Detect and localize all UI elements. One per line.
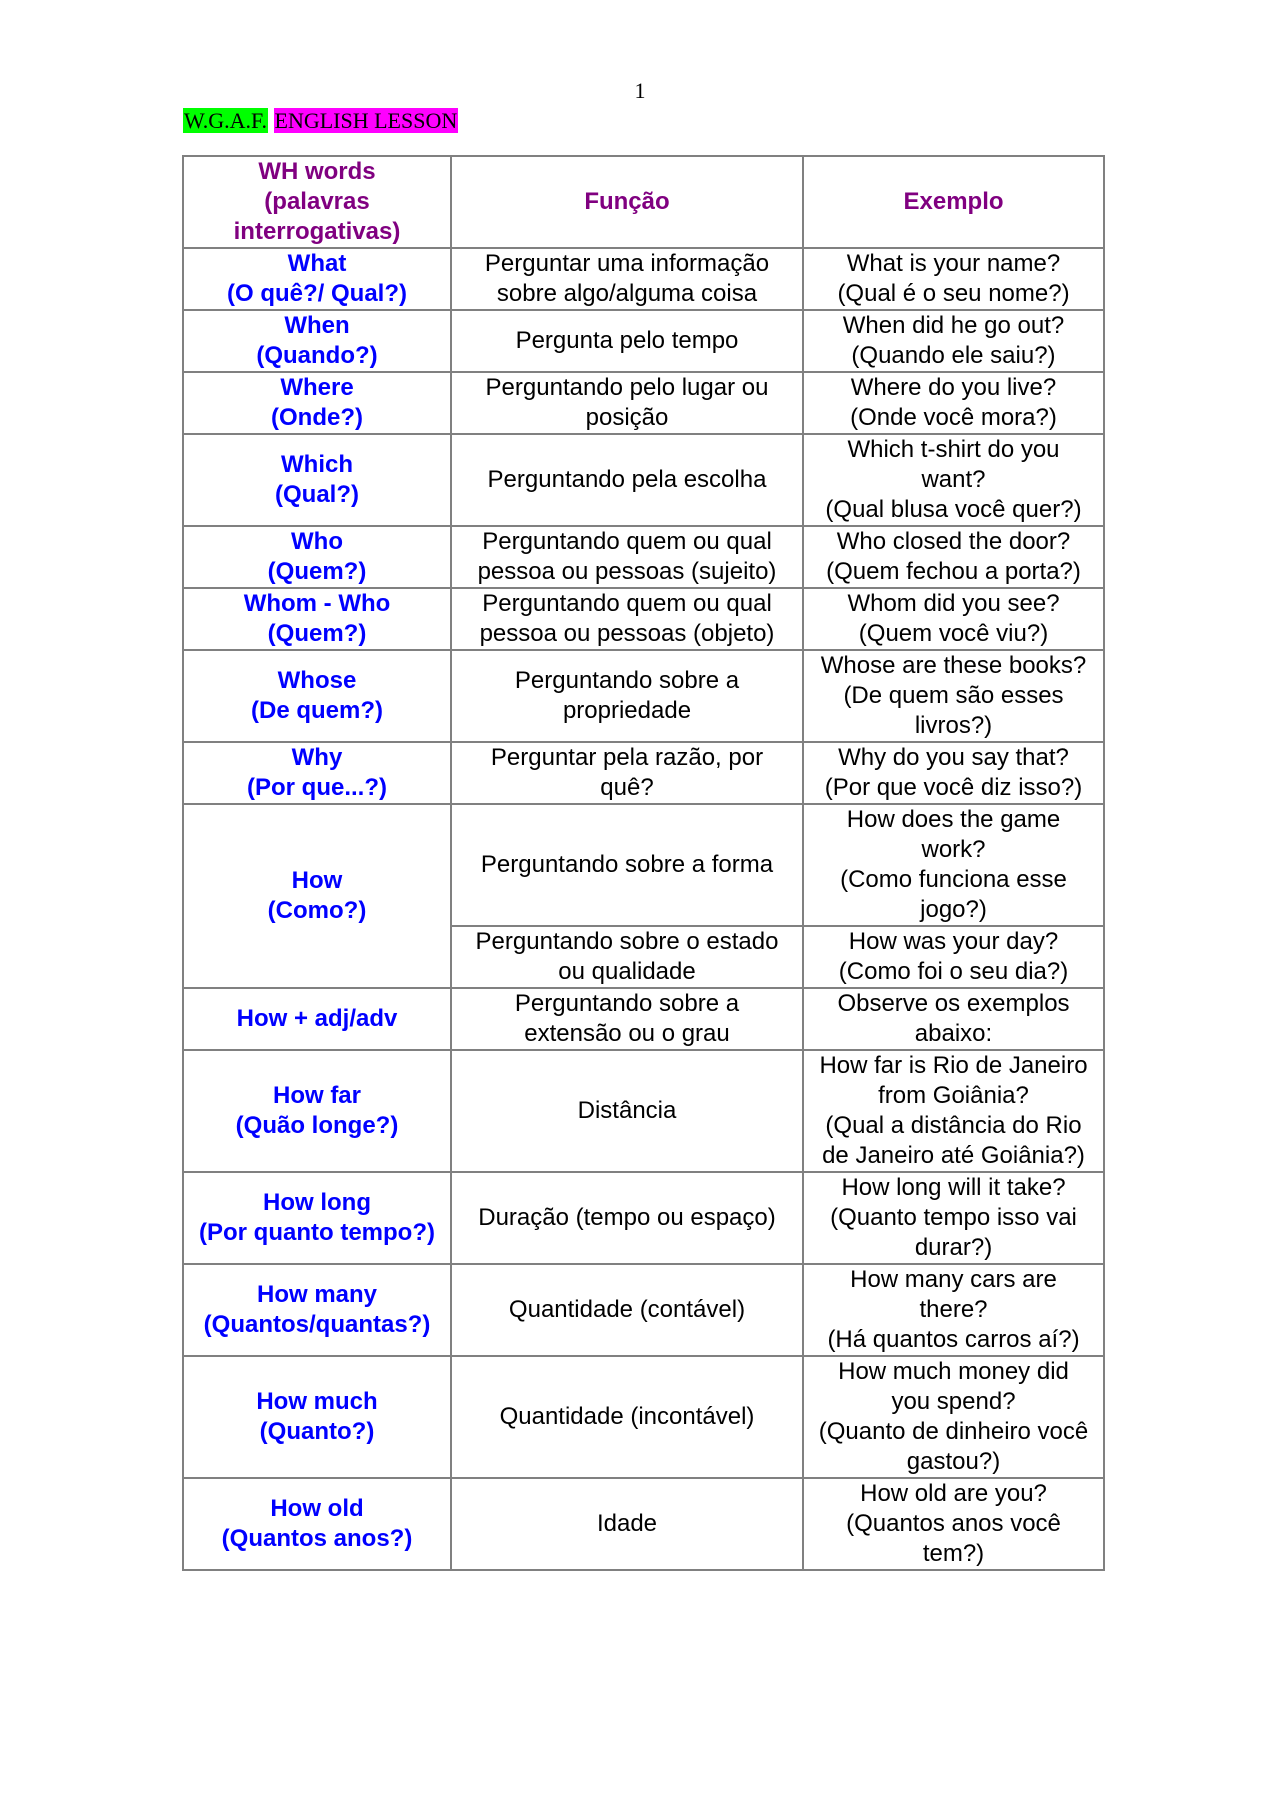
table-row-how-far — [183, 1050, 1104, 1172]
example-cell: When did he go out? (Quando ele saiu?) — [803, 310, 1104, 372]
table-row-whom — [183, 588, 1104, 650]
table-row-how-much — [183, 1356, 1104, 1478]
table-row-why — [183, 742, 1104, 804]
wh-word-cell: When (Quando?) — [183, 310, 451, 372]
function-cell: Quantidade (contável) — [451, 1264, 803, 1356]
example-cell: How was your day? (Como foi o seu dia?) — [803, 926, 1104, 988]
wh-word-cell: Where (Onde?) — [183, 372, 451, 434]
brand-label: W.G.A.F. — [184, 108, 267, 133]
wh-word-cell: Whom - Who (Quem?) — [183, 588, 451, 650]
example-cell: Who closed the door? (Quem fechou a porta?) — [803, 526, 1104, 588]
function-cell: Pergunta pelo tempo — [451, 310, 803, 372]
example-cell: Where do you live? (Onde você mora?) — [803, 372, 1104, 434]
table-row-whose — [183, 650, 1104, 742]
wh-word-cell: Who (Quem?) — [183, 526, 451, 588]
lesson-title — [183, 106, 458, 136]
wh-word-cell: How long (Por quanto tempo?) — [183, 1172, 451, 1264]
function-cell: Perguntando sobre a extensão ou o grau — [451, 988, 803, 1050]
table-row-how-old — [183, 1478, 1104, 1570]
table-row-how-many — [183, 1264, 1104, 1356]
table-row-where — [183, 372, 1104, 434]
function-cell: Perguntando sobre a propriedade — [451, 650, 803, 742]
page-number: 1 — [634, 78, 646, 103]
table-row-what — [183, 248, 1104, 310]
example-cell: Whose are these books? (De quem são esses livros?) — [803, 650, 1104, 742]
example-cell: How much money did you spend? (Quanto de dinheiro você gastou?) — [803, 1356, 1104, 1478]
function-cell: Perguntando sobre a forma — [451, 804, 803, 926]
example-cell: What is your name? (Qual é o seu nome?) — [803, 248, 1104, 310]
wh-word-cell: What (O quê?/ Qual?) — [183, 248, 451, 310]
example-cell: How does the game work? (Como funciona esse jogo?) — [803, 804, 1104, 926]
table-row-which — [183, 434, 1104, 526]
example-cell: Why do you say that? (Por que você diz isso?) — [803, 742, 1104, 804]
function-cell: Distância — [451, 1050, 803, 1172]
wh-word-cell: How old (Quantos anos?) — [183, 1478, 451, 1570]
wh-word-cell: How many (Quantos/quantas?) — [183, 1264, 451, 1356]
wh-word-cell: Whose (De quem?) — [183, 650, 451, 742]
function-cell: Perguntando sobre o estado ou qualidade — [451, 926, 803, 988]
example-cell: How old are you? (Quantos anos você tem?) — [803, 1478, 1104, 1570]
function-cell: Idade — [451, 1478, 803, 1570]
function-cell: Perguntando pelo lugar ou posição — [451, 372, 803, 434]
table-row-when — [183, 310, 1104, 372]
header-wh-words: WH words (palavras interrogativas) — [183, 156, 451, 248]
wh-word-cell: Why (Por que...?) — [183, 742, 451, 804]
table-row-how-adj — [183, 988, 1104, 1050]
wh-words-table — [182, 155, 1105, 1571]
example-cell: How many cars are there? (Há quantos carros aí?) — [803, 1264, 1104, 1356]
function-cell: Perguntando pela escolha — [451, 434, 803, 526]
wh-word-cell: Which (Qual?) — [183, 434, 451, 526]
wh-word-cell: How far (Quão longe?) — [183, 1050, 451, 1172]
wh-word-cell: How + adj/adv — [183, 988, 451, 1050]
lesson-heading: ENGLISH LESSON — [274, 108, 458, 133]
table-row-who — [183, 526, 1104, 588]
function-cell: Quantidade (incontável) — [451, 1356, 803, 1478]
wh-word-cell: How much (Quanto?) — [183, 1356, 451, 1478]
example-cell: Whom did you see? (Quem você viu?) — [803, 588, 1104, 650]
table-row-how-long — [183, 1172, 1104, 1264]
function-cell: Duração (tempo ou espaço) — [451, 1172, 803, 1264]
function-cell: Perguntando quem ou qual pessoa ou pessoas (sujeito) — [451, 526, 803, 588]
header-exemplo: Exemplo — [803, 156, 1104, 248]
table-header-row — [183, 156, 1104, 248]
example-cell: Observe os exemplos abaixo: — [803, 988, 1104, 1050]
table-row-how-form — [183, 804, 1104, 926]
example-cell: How far is Rio de Janeiro from Goiânia? (Qual a distância do Rio de Janeiro até Goiânia?) — [803, 1050, 1104, 1172]
function-cell: Perguntar pela razão, por quê? — [451, 742, 803, 804]
example-cell: Which t-shirt do you want? (Qual blusa você quer?) — [803, 434, 1104, 526]
header-funcao: Função — [451, 156, 803, 248]
wh-word-cell: How (Como?) — [183, 804, 451, 988]
function-cell: Perguntar uma informação sobre algo/alguma coisa — [451, 248, 803, 310]
function-cell: Perguntando quem ou qual pessoa ou pessoas (objeto) — [451, 588, 803, 650]
example-cell: How long will it take? (Quanto tempo isso vai durar?) — [803, 1172, 1104, 1264]
